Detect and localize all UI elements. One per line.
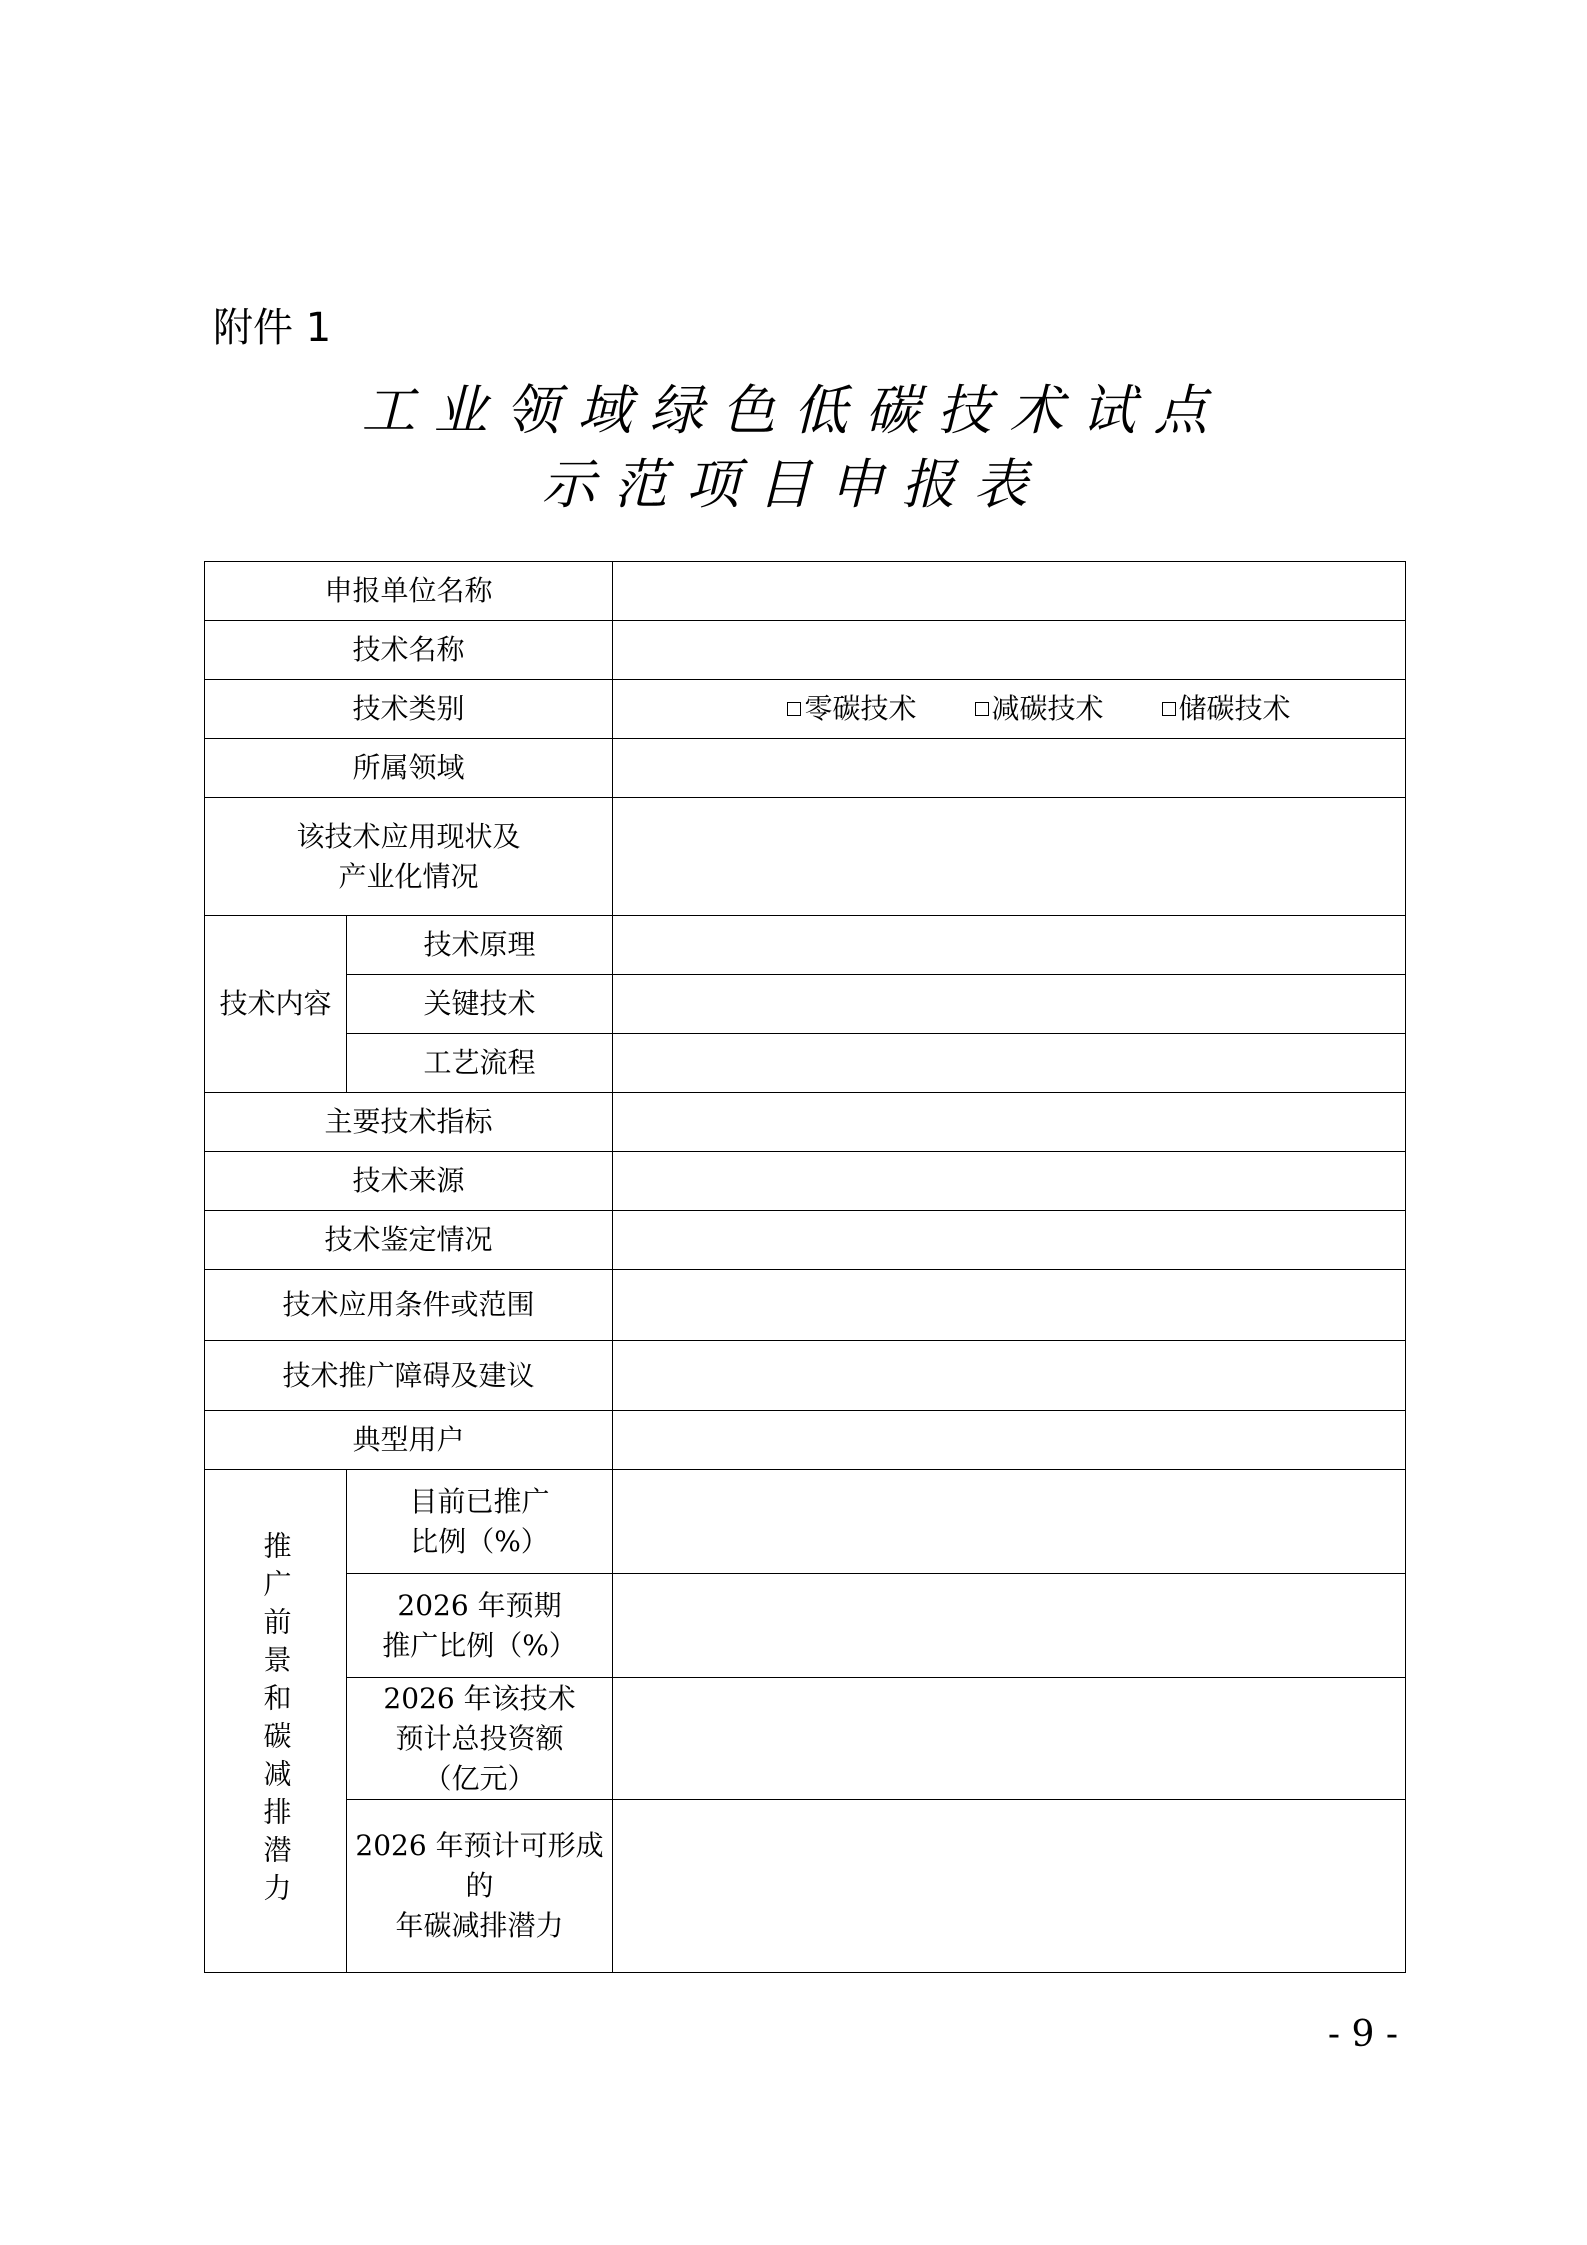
field-field[interactable] <box>613 739 1406 798</box>
field-unit-name[interactable] <box>613 562 1406 621</box>
label-appraisal: 技术鉴定情况 <box>205 1211 613 1270</box>
label-line: 2026 年预计可形成的 <box>355 1829 604 1902</box>
application-form-table <box>204 561 1406 1973</box>
label-application-status <box>205 798 613 916</box>
checkbox-icon[interactable] <box>787 702 801 716</box>
table-row <box>205 1034 1406 1093</box>
option-carbon-reduction[interactable] <box>975 689 1104 729</box>
field-indicators[interactable] <box>613 1093 1406 1152</box>
label-field: 所属领域 <box>205 739 613 798</box>
label-typical-users: 典型用户 <box>205 1411 613 1470</box>
form-title-line2: 示范项目申报表 <box>541 453 1046 516</box>
checkbox-icon[interactable] <box>975 702 989 716</box>
field-appraisal[interactable] <box>613 1211 1406 1270</box>
table-row <box>205 1470 1406 1574</box>
field-conditions[interactable] <box>613 1270 1406 1341</box>
label-expected-ratio <box>347 1574 613 1678</box>
field-current-ratio[interactable] <box>613 1470 1406 1574</box>
option-label: 储碳技术 <box>1178 692 1291 725</box>
field-tech-principle[interactable] <box>613 916 1406 975</box>
field-source[interactable] <box>613 1152 1406 1211</box>
label-tech-content-group: 技术内容 <box>205 916 347 1093</box>
field-reduction-potential[interactable] <box>613 1800 1406 1973</box>
label-reduction-potential <box>347 1800 613 1973</box>
label-line: 产业化情况 <box>338 859 479 893</box>
option-label: 减碳技术 <box>991 692 1104 725</box>
table-row <box>205 1411 1406 1470</box>
attachment-label: 附件 1 <box>213 305 332 351</box>
label-line: （亿元） <box>423 1761 536 1795</box>
table-row <box>205 680 1406 739</box>
label-conditions: 技术应用条件或范围 <box>205 1270 613 1341</box>
table-row <box>205 975 1406 1034</box>
table-row <box>205 562 1406 621</box>
option-label: 零碳技术 <box>804 692 917 725</box>
label-prospect-group <box>205 1470 347 1973</box>
form-title-line1: 工业领域绿色低碳技术试点 <box>361 379 1226 442</box>
label-process: 工艺流程 <box>347 1034 613 1093</box>
table-row <box>205 1574 1406 1678</box>
label-line: 2026 年该技术 <box>383 1681 576 1715</box>
option-carbon-storage[interactable] <box>1162 689 1291 729</box>
table-row <box>205 1678 1406 1800</box>
field-tech-name[interactable] <box>613 621 1406 680</box>
label-tech-principle: 技术原理 <box>347 916 613 975</box>
table-row <box>205 1093 1406 1152</box>
table-row <box>205 1341 1406 1411</box>
label-indicators: 主要技术指标 <box>205 1093 613 1152</box>
label-line: 该技术应用现状及 <box>296 819 521 853</box>
table-row <box>205 739 1406 798</box>
field-process[interactable] <box>613 1034 1406 1093</box>
table-row <box>205 621 1406 680</box>
table-row <box>205 1800 1406 1973</box>
label-source: 技术来源 <box>205 1152 613 1211</box>
table-row <box>205 1211 1406 1270</box>
table-row <box>205 1152 1406 1211</box>
vertical-label: 推广前景和碳减排潜力 <box>259 1531 293 1911</box>
field-tech-category <box>613 680 1406 739</box>
label-line: 2026 年预期 <box>397 1588 562 1622</box>
label-line: 年碳减排潜力 <box>395 1909 564 1942</box>
label-investment <box>347 1678 613 1800</box>
label-key-tech: 关键技术 <box>347 975 613 1034</box>
checkbox-icon[interactable] <box>1162 702 1176 716</box>
option-zero-carbon[interactable] <box>787 689 916 729</box>
label-unit-name: 申报单位名称 <box>205 562 613 621</box>
field-expected-ratio[interactable] <box>613 1574 1406 1678</box>
field-typical-users[interactable] <box>613 1411 1406 1470</box>
label-barriers: 技术推广障碍及建议 <box>205 1341 613 1411</box>
label-line: 目前已推广 <box>409 1484 550 1518</box>
label-line: 预计总投资额 <box>395 1721 564 1755</box>
field-key-tech[interactable] <box>613 975 1406 1034</box>
label-line: 比例（%） <box>410 1524 549 1558</box>
field-investment[interactable] <box>613 1678 1406 1800</box>
label-tech-category: 技术类别 <box>205 680 613 739</box>
table-row <box>205 1270 1406 1341</box>
field-barriers[interactable] <box>613 1341 1406 1411</box>
label-line: 推广比例（%） <box>382 1628 577 1662</box>
field-application-status[interactable] <box>613 798 1406 916</box>
table-row <box>205 798 1406 916</box>
table-row <box>205 916 1406 975</box>
label-tech-name: 技术名称 <box>205 621 613 680</box>
page-number: - 9 - <box>1327 2014 1398 2055</box>
label-current-ratio <box>347 1470 613 1574</box>
